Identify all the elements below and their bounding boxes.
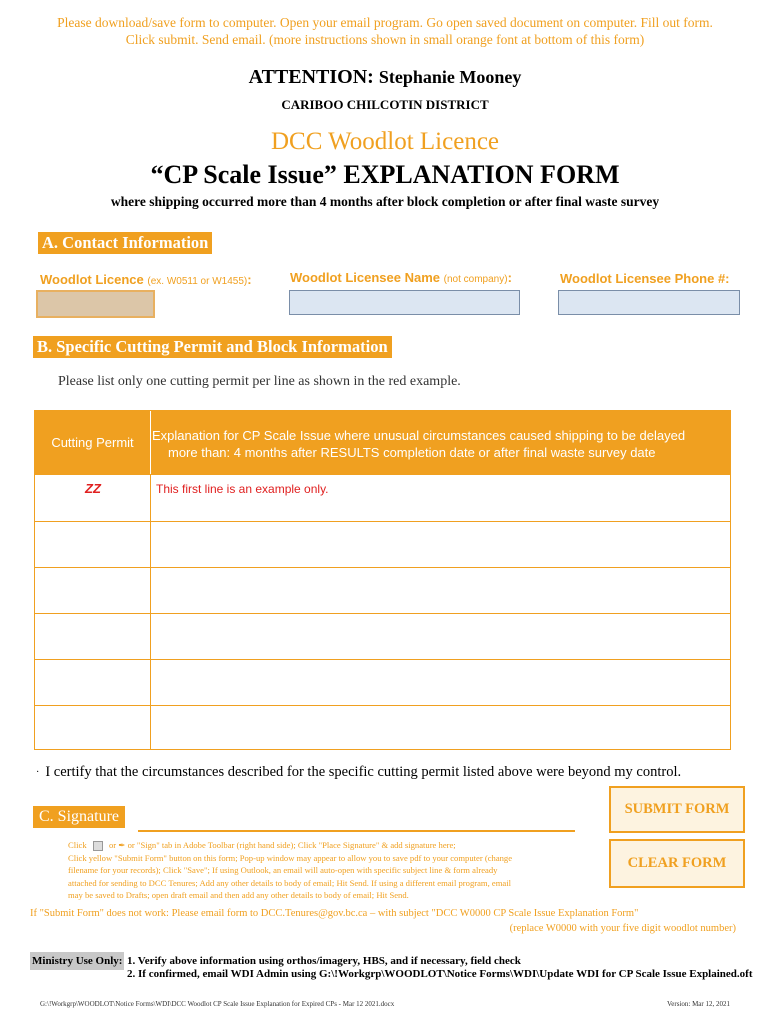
table-row bbox=[35, 474, 730, 521]
example-permit: ZZ bbox=[85, 481, 101, 496]
signature-instructions bbox=[68, 839, 598, 902]
cutting-permit-table bbox=[34, 410, 731, 750]
table-row bbox=[35, 567, 730, 613]
form-subtitle: “CP Scale Issue” EXPLANATION FORM bbox=[150, 160, 620, 189]
woodlot-licence-input[interactable] bbox=[36, 290, 155, 318]
licensee-phone-label: Woodlot Licensee Phone #: bbox=[560, 271, 730, 286]
permit-cell[interactable] bbox=[35, 522, 151, 567]
section-b-heading: B. Specific Cutting Permit and Block Information bbox=[33, 336, 392, 358]
explanation-cell[interactable] bbox=[152, 614, 730, 659]
bullet-icon: · bbox=[36, 767, 40, 779]
pen-icon: ✒ bbox=[118, 840, 126, 850]
permit-cell[interactable] bbox=[35, 614, 151, 659]
table-row bbox=[35, 659, 730, 705]
header-cutting-permit: Cutting Permit bbox=[35, 411, 151, 474]
licensee-name-input[interactable] bbox=[289, 290, 520, 315]
top-instructions bbox=[30, 14, 740, 48]
section-c-heading: C. Signature bbox=[33, 806, 125, 828]
sig-instr-line1: or "Sign" tab in Adobe Toolbar (right hand side); Click "Place Signature" & add signature here; bbox=[127, 840, 456, 850]
licensee-phone-input[interactable] bbox=[558, 290, 740, 315]
attention-label: ATTENTION: bbox=[248, 66, 374, 88]
fallback-line1: If "Submit Form" does not work: Please email form to DCC.Tenures@gov.bc.ca – with subject "DCC W0000 CP Scale Issue Explanation Form" bbox=[30, 908, 639, 919]
form-title: DCC Woodlot Licence bbox=[270, 128, 500, 155]
footer-file-path: G:\!Workgrp\WOODLOT\Notice Forms\WDI\DCC Woodlot CP Scale Issue Explanation for Expired CPs - Mar 12 2021.docx bbox=[40, 1000, 395, 1008]
sig-instr-line3: filename for your records); Click "Save"; If using Outlook, an email will auto-open with specific subject line & form already bbox=[68, 865, 498, 875]
signature-line[interactable] bbox=[138, 830, 575, 832]
table-row bbox=[35, 705, 730, 749]
section-a-heading: A. Contact Information bbox=[38, 232, 212, 254]
attention-line bbox=[0, 66, 770, 89]
fallback-instructions bbox=[30, 906, 740, 936]
permit-cell[interactable] bbox=[35, 568, 151, 613]
footer-version: Version: Mar 12, 2021 bbox=[667, 1000, 730, 1008]
sig-instr-line5: may be saved to Drafts; open draft email and then add any other details to body of email; Hit Send. bbox=[68, 890, 409, 900]
example-explanation: This first line is an example only. bbox=[156, 482, 329, 496]
explanation-cell[interactable] bbox=[152, 522, 730, 567]
sign-tool-icon bbox=[93, 841, 103, 851]
permit-cell[interactable] bbox=[35, 475, 151, 521]
woodlot-licence-label-text: Woodlot Licence bbox=[40, 272, 144, 287]
licensee-name-hint: (not company) bbox=[443, 274, 508, 285]
woodlot-licence-label: Woodlot Licence (ex. W0511 or W1455): bbox=[40, 272, 252, 287]
top-instructions-line2: Click submit. Send email. (more instructions shown in small orange font at bottom of this form) bbox=[125, 32, 645, 47]
sig-instr-line2: Click yellow "Submit Form" button on this form; Pop-up window may appear to allow you to save pdf to your computer (change bbox=[68, 852, 513, 863]
sig-instr-line4: attached for sending to DCC Tenures; Add any other details to body of email; Hit Send. If using a different email program, email bbox=[68, 877, 511, 888]
ministry-step-2: 2. If confirmed, email WDI Admin using G:\!Workgrp\WOODLOT\Notice Forms\WDI\Update WDI for CP Scale Issue Explained.oft bbox=[127, 968, 753, 980]
table-row bbox=[35, 521, 730, 567]
woodlot-licence-hint: (ex. W0511 or W1455) bbox=[147, 276, 248, 287]
top-instructions-line1: Please download/save form to computer. Open your email program. Go open saved document on computer. Fill out form. bbox=[57, 15, 713, 30]
ministry-step-1: 1. Verify above information using orthos/imagery, HBS, and if necessary, field check bbox=[127, 955, 521, 967]
submit-form-button[interactable]: SUBMIT FORM bbox=[609, 786, 745, 833]
ministry-use-label: Ministry Use Only: bbox=[30, 952, 124, 970]
certification-text: I certify that the circumstances described for the specific cutting permit listed above were beyond my control. bbox=[45, 764, 682, 780]
attention-name: Stephanie Mooney bbox=[378, 67, 522, 87]
fallback-line2: (replace W0000 with your five digit woodlot number) bbox=[509, 923, 736, 934]
explanation-cell[interactable] bbox=[152, 660, 730, 705]
header-explanation-line1: Explanation for CP Scale Issue where unusual circumstances caused shipping to be delayed bbox=[152, 428, 686, 443]
form-scope: where shipping occurred more than 4 months after block completion or after final waste survey bbox=[110, 194, 660, 209]
certification-statement bbox=[36, 764, 681, 781]
permit-cell[interactable] bbox=[35, 660, 151, 705]
licensee-name-label: Woodlot Licensee Name (not company): bbox=[290, 270, 512, 285]
permit-cell[interactable] bbox=[35, 706, 151, 749]
table-row bbox=[35, 613, 730, 659]
licensee-name-label-text: Woodlot Licensee Name bbox=[290, 270, 441, 285]
clear-form-button[interactable]: CLEAR FORM bbox=[609, 839, 745, 888]
header-explanation-line2: more than: 4 months after RESULTS completion date or after final waste survey date bbox=[168, 445, 656, 460]
explanation-cell[interactable] bbox=[152, 706, 730, 749]
table-header bbox=[35, 411, 730, 474]
district-name: CARIBOO CHILCOTIN DISTRICT bbox=[281, 97, 489, 112]
sig-instr-click: Click bbox=[68, 840, 87, 850]
explanation-cell[interactable] bbox=[152, 475, 730, 521]
header-explanation bbox=[152, 427, 730, 461]
explanation-cell[interactable] bbox=[152, 568, 730, 613]
permit-instruction: Please list only one cutting permit per line as shown in the red example. bbox=[58, 374, 461, 389]
sig-instr-or: or bbox=[108, 840, 117, 850]
